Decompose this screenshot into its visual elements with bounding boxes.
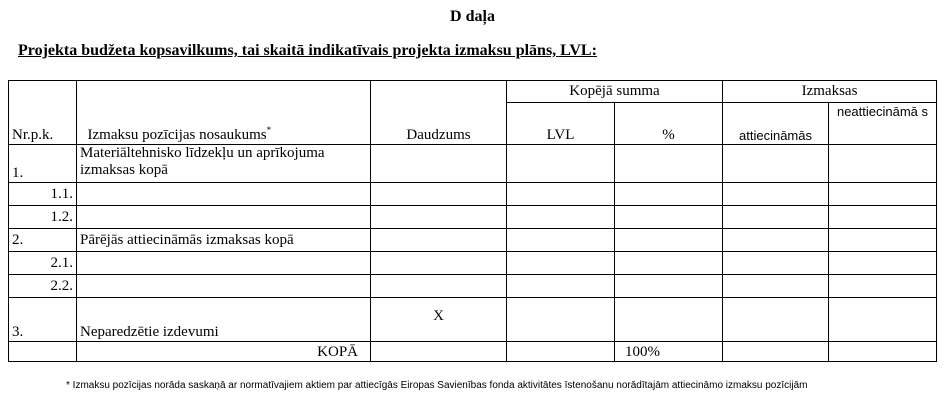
header-total-sum: Kopējā summa [507,81,723,103]
document-subtitle: Projekta budžeta kopsavilkums, tai skaitā indikatīvais projekta izmaksu plāns, LVL: [18,42,597,59]
header-percent: % [615,103,723,145]
row-name: Materiāltehnisko līdzekļu un aprīkojuma izmaksas kopā [77,145,371,183]
footnote: * Izmaksu pozīcijas norāda saskaņā ar normatīvajiem aktiem par attiecīgās Eiropas Savienības fonda aktivitātes īstenošanu norādītajām attiecināmo izmaksu pozīcijām [66,380,808,391]
row-number: 2.2. [9,275,77,298]
row-number: 1.2. [9,206,77,229]
row-name [77,206,371,229]
budget-summary-table [8,80,937,362]
row-name: Neparedzētie izdevumi [77,298,371,342]
row-number: 3. [9,298,77,342]
header-lvl: LVL [507,103,615,145]
row-number: 2. [9,229,77,252]
table-row [9,252,937,275]
row-name [77,252,371,275]
row-name [77,183,371,206]
total-label: KOPĀ [77,342,371,362]
row-number: 1. [9,145,77,183]
row-name [77,275,371,298]
table-row [9,206,937,229]
total-percent: 100% [615,342,723,362]
row-number: 1.1. [9,183,77,206]
row-quantity: X [371,298,507,342]
header-name-text: Izmaksu pozīcijas nosaukums [87,127,267,143]
row-number: 2.1. [9,252,77,275]
header-ineligible: neattiecināmā s [829,103,937,145]
header-nr: Nr.p.k. [9,81,77,145]
total-row [9,342,937,362]
header-name [77,81,371,145]
header-costs: Izmaksas [723,81,937,103]
table-row [9,183,937,206]
header-quantity: Daudzums [371,81,507,145]
row-name: Pārējās attiecināmās izmaksas kopā [77,229,371,252]
section-title: D daļa [450,8,495,25]
table-row [9,275,937,298]
header-eligible: attiecināmās [723,103,829,145]
table-row [9,229,937,252]
footnote-marker: * [266,125,272,135]
table-row [9,145,937,183]
table-row [9,298,937,342]
